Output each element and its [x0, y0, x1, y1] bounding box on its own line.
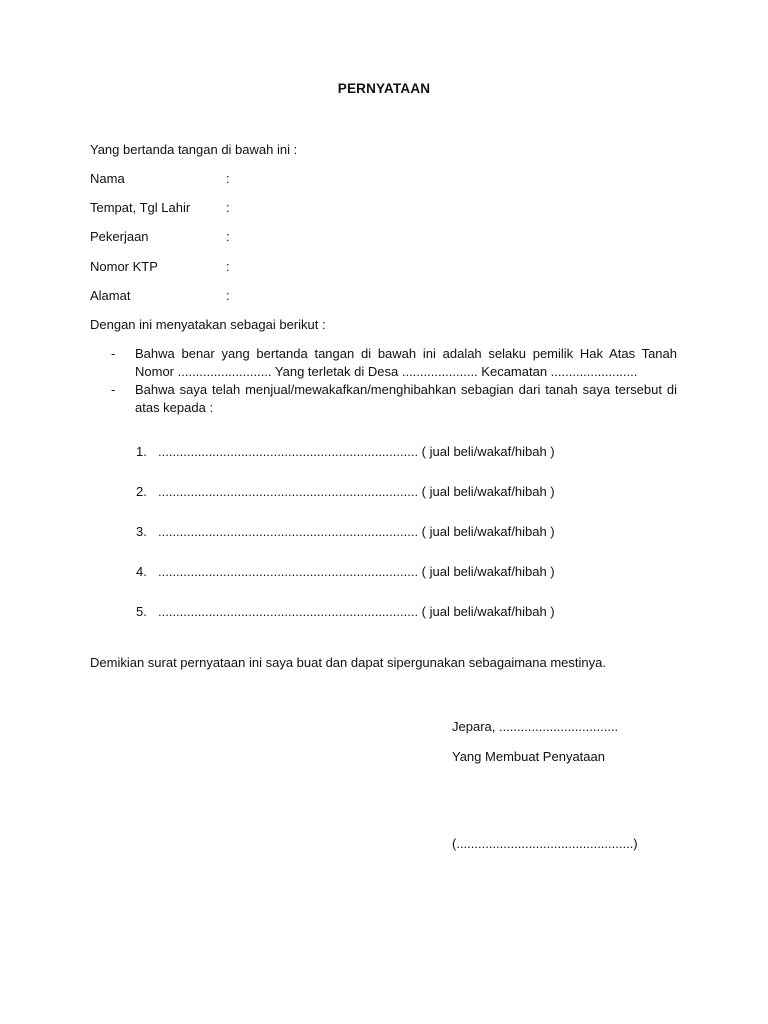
bullet-dash: - — [111, 346, 116, 361]
recipient-line: ........................................................................ ( jual beli/wakaf/hibah ) — [158, 524, 555, 539]
recipient-number: 3. — [136, 524, 147, 539]
place-date: Jepara, ................................. — [452, 719, 619, 734]
bullet-statement-transfer: Bahwa saya telah menjual/mewakafkan/menghibahkan sebagian dari tanah saya tersebut di atas kepada : — [135, 382, 677, 415]
recipient-number: 5. — [136, 604, 147, 619]
field-colon: : — [226, 288, 230, 303]
recipient-number: 1. — [136, 444, 147, 459]
recipient-line: ........................................................................ ( jual beli/wakaf/hibah ) — [158, 444, 555, 459]
intro-text: Yang bertanda tangan di bawah ini : — [90, 142, 298, 157]
bullet-dash: - — [111, 382, 116, 397]
field-label-nomor-ktp: Nomor KTP — [90, 259, 158, 274]
signature-line: (.................................................) — [452, 836, 638, 851]
document-title: PERNYATAAN — [337, 81, 431, 96]
recipient-line: ........................................................................ ( jual beli/wakaf/hibah ) — [158, 604, 555, 619]
field-colon: : — [226, 229, 230, 244]
field-label-nama: Nama — [90, 171, 125, 186]
recipient-number: 4. — [136, 564, 147, 579]
recipient-line: ........................................................................ ( jual beli/wakaf/hibah ) — [158, 484, 555, 499]
field-label-tempat-tgl-lahir: Tempat, Tgl Lahir — [90, 200, 191, 215]
field-colon: : — [226, 171, 230, 186]
signer-label: Yang Membuat Penyataan — [452, 749, 605, 764]
recipient-number: 2. — [136, 484, 147, 499]
field-colon: : — [226, 200, 230, 215]
closing-statement: Demikian surat pernyataan ini saya buat dan dapat sipergunakan sebagaimana mestinya. — [90, 655, 606, 670]
recipient-line: ........................................................................ ( jual beli/wakaf/hibah ) — [158, 564, 555, 579]
statement-intro: Dengan ini menyatakan sebagai berikut : — [90, 317, 326, 332]
field-label-pekerjaan: Pekerjaan — [90, 229, 149, 244]
bullet-statement-ownership: Bahwa benar yang bertanda tangan di bawah ini adalah selaku pemilik Hak Atas Tanah Nomor .......................... Yang terletak di Desa ..................... Kecamatan ........................ — [135, 346, 677, 379]
field-label-alamat: Alamat — [90, 288, 131, 303]
field-colon: : — [226, 259, 230, 274]
